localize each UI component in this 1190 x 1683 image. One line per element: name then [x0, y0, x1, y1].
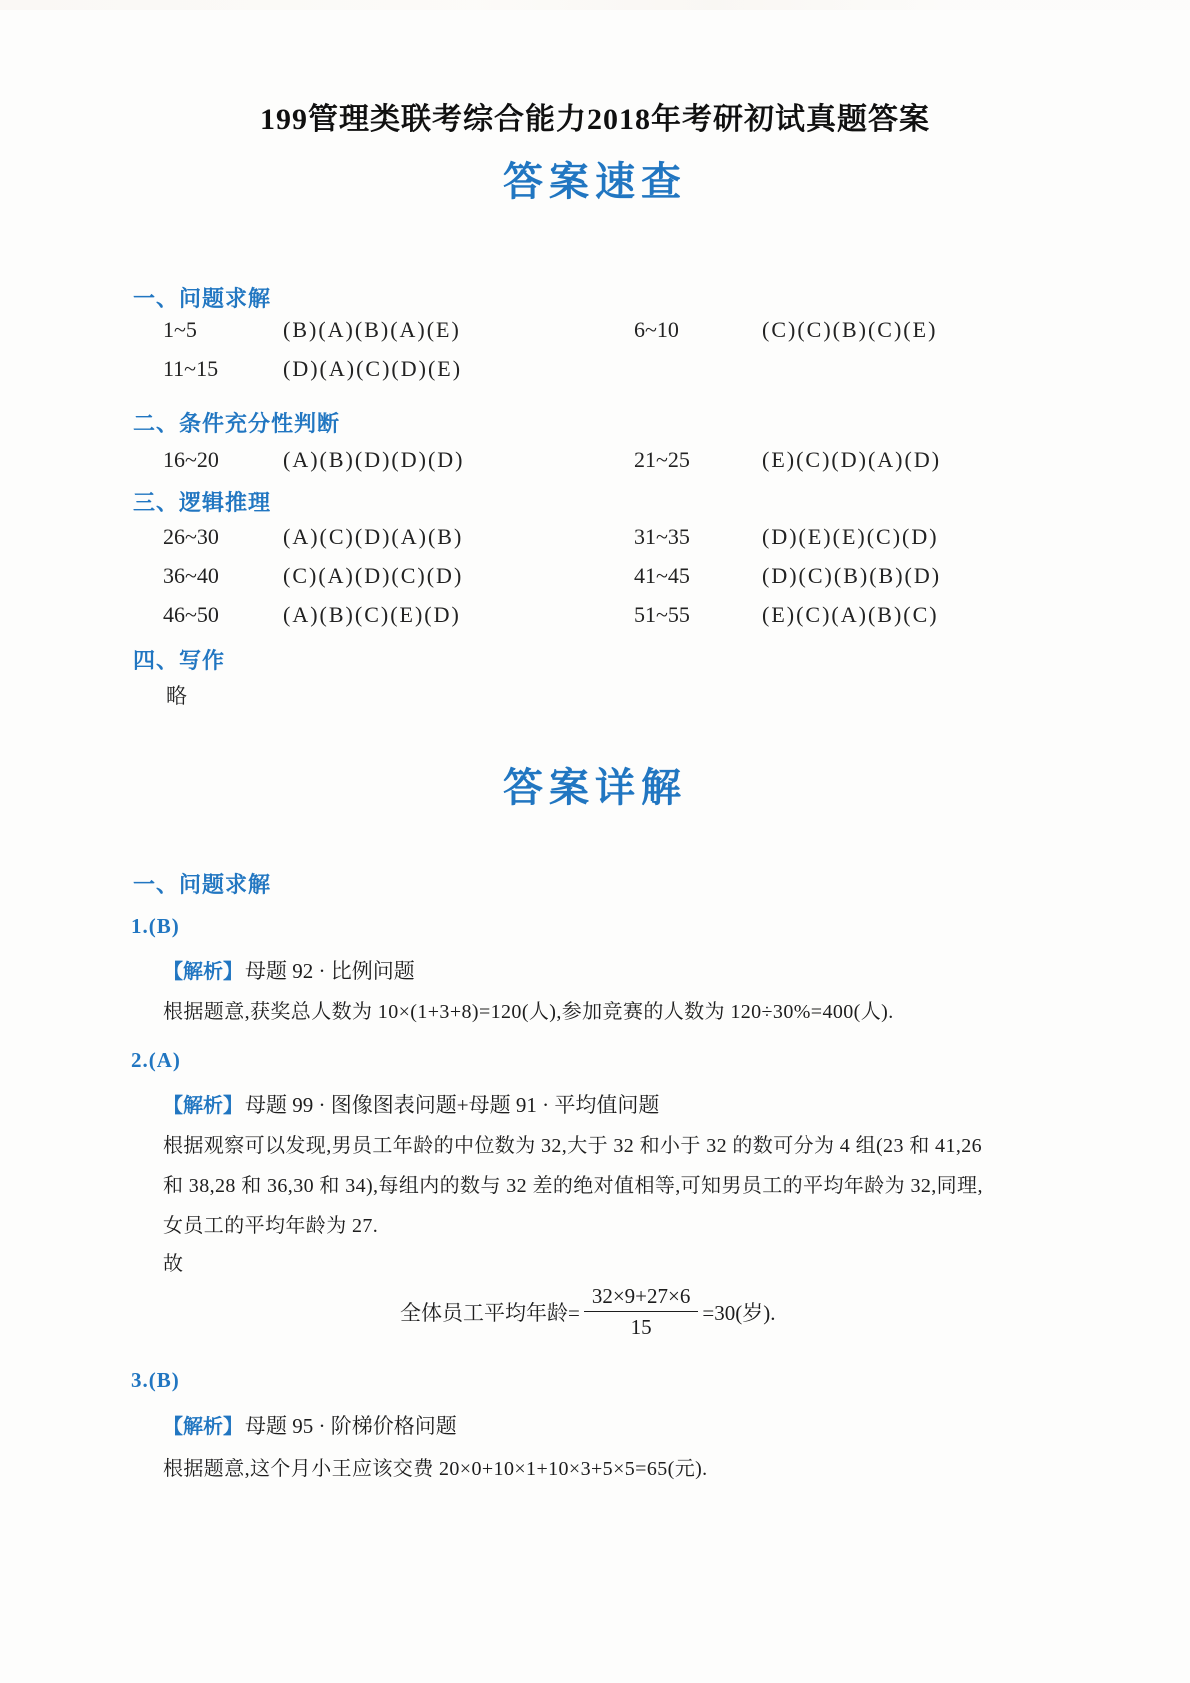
analysis-source: 母题 92 · 比例问题: [245, 959, 415, 983]
answer-letter: (A): [148, 1048, 181, 1072]
analysis-label: 【解析】: [163, 1095, 243, 1117]
question-index: 2.: [131, 1048, 149, 1072]
answer-letters: (A)(C)(D)(A)(B): [283, 524, 464, 549]
scan-artifact-band: [0, 0, 1190, 10]
answer-range: 26~30: [163, 524, 219, 549]
fraction-numerator: 32×9+27×6: [584, 1283, 699, 1312]
question-number-2: [131, 1048, 181, 1073]
analysis-text-line: 根据题意,获奖总人数为 10×(1+3+8)=120(人),参加竞赛的人数为 120÷30%=400(人).: [163, 1001, 894, 1023]
analysis-source: 母题 99 · 图像图表问题+母题 91 · 平均值问题: [245, 1093, 660, 1117]
analysis-line: [163, 1410, 457, 1440]
answer-range: 11~15: [163, 356, 219, 381]
section-heading-problem-solving: 一、问题求解: [133, 286, 272, 311]
answer-range: 46~50: [163, 602, 219, 627]
question-number-1: [131, 914, 180, 939]
answer-range: 31~35: [634, 524, 690, 549]
analysis-text-line: 女员工的平均年龄为 27.: [163, 1215, 379, 1237]
answer-range: 51~55: [634, 602, 690, 627]
answer-letters: (B)(A)(B)(A)(E): [283, 317, 461, 342]
detail-section-heading: 一、问题求解: [133, 872, 272, 897]
answer-letters: (C)(C)(B)(C)(E): [762, 317, 938, 342]
answer-range: 16~20: [163, 447, 219, 472]
page-title: 199管理类联考综合能力2018年考研初试真题答案: [260, 103, 930, 136]
quick-answers-heading: 答案速查: [503, 160, 687, 204]
answer-letters: (A)(B)(C)(E)(D): [283, 602, 461, 627]
writing-note: 略: [166, 684, 187, 708]
formula-result: =30(岁).: [702, 1300, 776, 1325]
question-index: 3.: [131, 1368, 149, 1392]
analysis-line: [163, 1089, 659, 1119]
question-index: 1.: [131, 914, 149, 938]
answer-letters: (D)(C)(B)(B)(D): [762, 563, 942, 588]
section-heading-sufficiency: 二、条件充分性判断: [133, 411, 341, 436]
analysis-text-line: 根据题意,这个月小王应该交费 20×0+10×1+10×3+5×5=65(元).: [163, 1458, 708, 1480]
answer-letters: (C)(A)(D)(C)(D): [283, 563, 464, 588]
formula-lead: 全体员工平均年龄=: [400, 1300, 580, 1325]
answer-range: 6~10: [634, 317, 679, 342]
fraction-denominator: 15: [630, 1315, 652, 1340]
fraction: [584, 1283, 699, 1341]
answer-range: 21~25: [634, 447, 690, 472]
answer-letter: (B): [148, 914, 180, 938]
analysis-text-line: 根据观察可以发现,男员工年龄的中位数为 32,大于 32 和小于 32 的数可分为 4 组(23 和 41,26: [163, 1135, 983, 1157]
analysis-line: [163, 955, 415, 985]
analysis-source: 母题 95 · 阶梯价格问题: [245, 1414, 457, 1438]
answer-letter: (B): [148, 1368, 180, 1392]
answer-letters: (A)(B)(D)(D)(D): [283, 447, 465, 472]
answer-letters: (D)(A)(C)(D)(E): [283, 356, 463, 381]
analysis-label: 【解析】: [163, 1416, 243, 1438]
answer-letters: (D)(E)(E)(C)(D): [762, 524, 939, 549]
question-number-3: [131, 1368, 180, 1393]
analysis-text-line: 和 38,28 和 36,30 和 34),每组内的数与 32 差的绝对值相等,可知男员工的平均年龄为 32,同理,: [163, 1175, 983, 1197]
detail-answers-heading: 答案详解: [503, 766, 687, 810]
answer-letters: (E)(C)(D)(A)(D): [762, 447, 942, 472]
average-age-formula: [400, 1283, 775, 1341]
analysis-text-line: 故: [163, 1253, 184, 1275]
section-heading-writing: 四、写作: [133, 648, 226, 673]
analysis-label: 【解析】: [163, 961, 243, 983]
answer-letters: (E)(C)(A)(B)(C): [762, 602, 939, 627]
answer-range: 1~5: [163, 317, 197, 342]
answer-range: 41~45: [634, 563, 690, 588]
answer-range: 36~40: [163, 563, 219, 588]
section-heading-logic: 三、逻辑推理: [133, 490, 272, 515]
